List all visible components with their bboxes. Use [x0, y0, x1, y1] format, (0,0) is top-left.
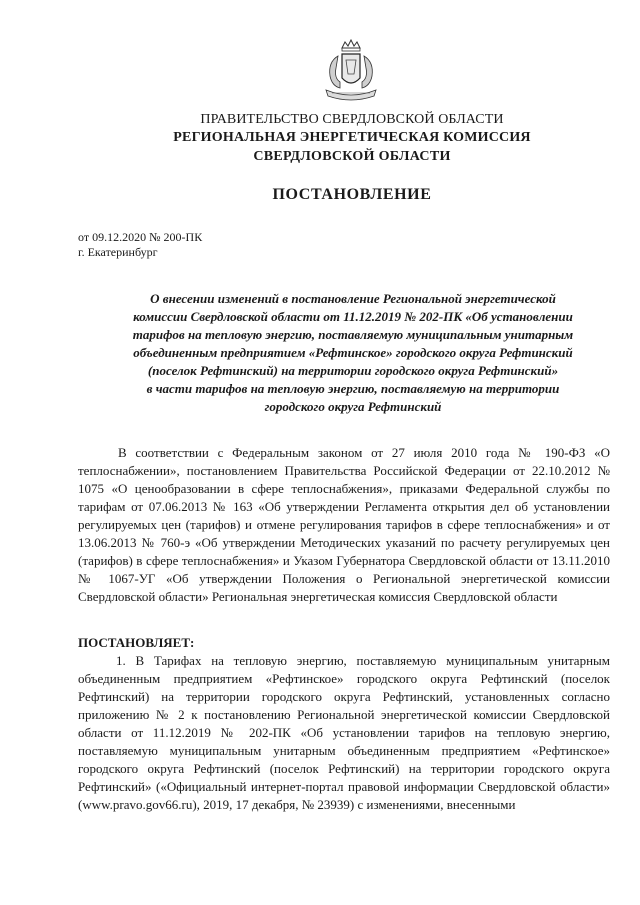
- subject-line: объединенным предприятием «Рефтинское» городского округа Рефтинский: [133, 345, 573, 360]
- date-number: от 09.12.2020 № 200-ПК: [78, 230, 203, 244]
- decree-heading: ПОСТАНОВЛЯЕТ:: [78, 635, 195, 650]
- header-commission: РЕГИОНАЛЬНАЯ ЭНЕРГЕТИЧЕСКАЯ КОМИССИЯ: [173, 130, 531, 145]
- subject-line: комиссии Свердловской области от 11.12.2019 № 202-ПК «Об установлении: [133, 309, 573, 324]
- subject-line: в части тарифов на тепловую энергию, поставляемую на территории: [146, 381, 560, 396]
- subject-line: (поселок Рефтинский) на территории городского округа Рефтинский»: [147, 363, 559, 378]
- preamble-paragraph: В соответствии с Федеральным законом от 27 июля 2010 года № 190-ФЗ «О теплоснабжении», постановлением Правительства Российской Федерации от 22.10.2012 № 1075 «О ценообразовании в сфере теплоснабжения», приказами Федеральной службы по тарифам от 07.06.2013 № 163 «Об утверждении Регламента открытия дел об установлении регулируемых цен (тарифов) и отмене регулирования тарифов в сфере теплоснабжения» и от 13.06.2013 № 760-э «Об утверждении Методических указаний по расчету регулируемых цен (тарифов) в сфере теплоснабжения» и Указом Губернатора Свердловской области от 13.11.2010 № 1067-УГ «Об утверждении Положения о Региональной энергетической комиссии Свердловской области» Региональная энергетическая комиссия Свердловской области: [78, 445, 610, 604]
- header-government: ПРАВИТЕЛЬСТВО СВЕРДЛОВСКОЙ ОБЛАСТИ: [200, 112, 504, 127]
- subject-line: городского округа Рефтинский: [264, 399, 442, 414]
- subject-line: тарифов на тепловую энергию, поставляемую муниципальным унитарным: [132, 327, 574, 342]
- city: г. Екатеринбург: [78, 245, 158, 259]
- subject-line: О внесении изменений в постановление Региональной энергетической: [150, 291, 556, 306]
- clause-1-paragraph: 1. В Тарифах на тепловую энергию, поставляемую муниципальным унитарным объединенным предприятием «Рефтинское» городского округа Рефтинский (поселок Рефтинский) на территории городского округа Рефтинский, установленных согласно приложению № 2 к постановлению Региональной энергетической комиссии Свердловской области от 11.12.2019 № 202-ПК «Об установлении тарифов на тепловую энергию, поставляемую муниципальным унитарным объединенным предприятием «Рефтинское» городского округа Рефтинский (поселок Рефтинский) на территории городского округа Рефтинский» («Официальный интернет-портал правовой информации Свердловской области» (www.pravo.gov66.ru), 2019, 17 декабря, № 23939) с изменениями, внесенными: [78, 653, 610, 812]
- document-subject: [78, 290, 628, 416]
- coat-of-arms-emblem: [318, 38, 384, 108]
- header-region: СВЕРДЛОВСКОЙ ОБЛАСТИ: [253, 149, 451, 164]
- document-type: ПОСТАНОВЛЕНИЕ: [272, 186, 432, 203]
